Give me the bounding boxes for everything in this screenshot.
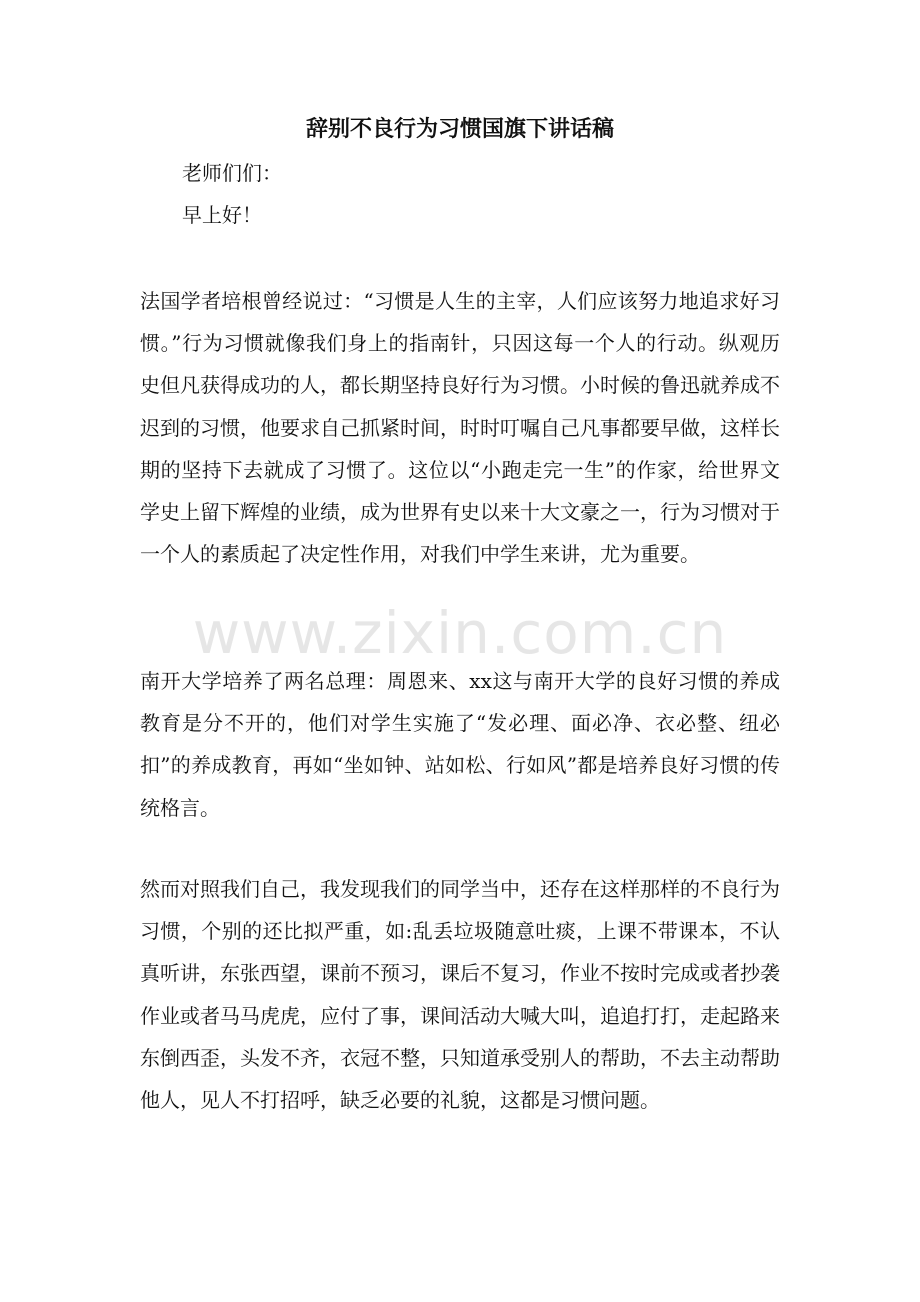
paragraph-nankai: 南开大学培养了两名总理：周恩来、xx这与南开大学的良好习惯的养成教育是分不开的，他们对学生实施了“发必理、面必净、衣必整、纽必扣”的养成教育，再如“坐如钟、站如松、行如风”都是培养良好习惯的传统格言。 [140,669,780,820]
greeting-teachers: 老师们们： [182,161,282,185]
document-title: 辞别不良行为习惯国旗下讲话稿 [305,116,614,142]
paragraph-bad-habits: 然而对照我们自己，我发现我们的同学当中，还存在这样那样的不良行为习惯，个别的还比拟严重，如:乱丢垃圾随意吐痰，上课不带课本，不认真听讲，东张西望，课前不预习，课后不复习，作业不按时完成或者抄袭作业或者马马虎虎，应付了事，课间活动大喊大叫，追追打打，走起路来东倒西歪，头发不齐，衣冠不整，只知道承受别人的帮助，不去主动帮助他人，见人不打招呼，缺乏必要的礼貌，这都是习惯问题。 [140,877,780,1113]
greeting-morning: 早上好！ [182,203,262,227]
watermark-text: www.zixin.com.cn [192,599,728,667]
paragraph-bacon-quote: 法国学者培根曾经说过：“习惯是人生的主宰，人们应该努力地追求好习惯。”行为习惯就像我们身上的指南针，只因这每一个人的行动。纵观历史但凡获得成功的人，都长期坚持良好行为习惯。小时候的鲁迅就养成不迟到的习惯，他要求自己抓紧时间，时时叮嘱自己凡事都要早做，这样长期的坚持下去就成了习惯了。这位以“小跑走完一生”的作家，给世界文学史上留下辉煌的业绩，成为世界有史以来十大文豪之一，行为习惯对于一个人的素质起了决定性作用，对我们中学生来讲，尤为重要。 [140,289,780,567]
